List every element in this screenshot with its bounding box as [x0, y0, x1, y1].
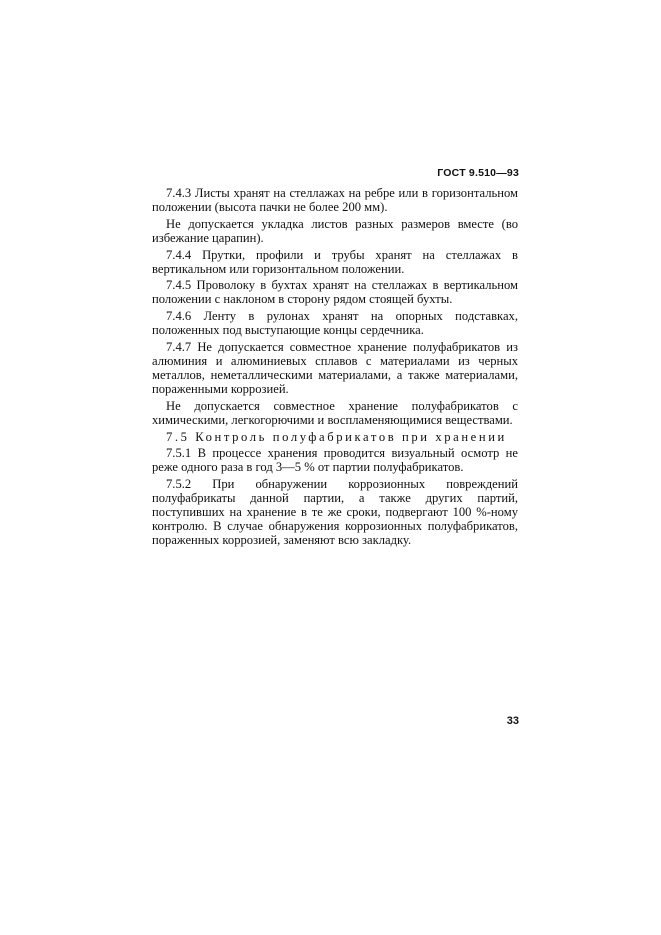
body-text: [152, 187, 518, 551]
paragraph-7-4-3: 7.4.3 Листы хранят на стеллажах на ребре или в горизонтальном положении (высота пачки не более 200 мм).: [152, 186, 518, 214]
paragraph-sheet-size-note: Не допускается укладка листов разных размеров вместе (во избежание царапин).: [152, 216, 518, 245]
paragraph-7-4-4: 7.4.4 Прутки, профили и трубы хранят на стеллажах в вертикальном или горизонтальном положении.: [152, 247, 518, 276]
paragraph-7-4-6: 7.4.6 Ленту в рулонах хранят на опорных подставках, положенных под выступающие концы сердечника.: [152, 309, 518, 338]
paragraph-7-4-5: 7.4.5 Проволоку в бухтах хранят на стеллажах в вертикальном положении с наклоном в сторону рядом стоящей бухты.: [152, 278, 518, 307]
page-number: 33: [506, 715, 519, 727]
section-heading-7-5: 7.5 Контроль полуфабрикатов при хранении: [166, 429, 507, 444]
paragraph-7-5-2: 7.5.2 При обнаружении коррозионных повреждений полуфабрикаты данной партии, а также других партий, поступивших на хранение в те же сроки, подвергают 100 %-ному контролю. В случае обнаружения коррозионных полуфабрикатов, пораженных коррозией, заменяют всю закладку.: [152, 477, 518, 547]
paragraph-7-5-1: 7.5.1 В процессе хранения проводится визуальный осмотр не реже одного раза в год 3—5 % от партии полуфабрикатов.: [152, 446, 518, 475]
standard-code-header: ГОСТ 9.510—93: [437, 167, 519, 179]
paragraph-7-4-7: 7.4.7 Не допускается совместное хранение полуфабрикатов из алюминия и алюминиевых сплавов с материалами из черных металлов, неметаллическими материалами, а также материалами, пораженными коррозией.: [152, 340, 518, 396]
paragraph-chemical-storage-note: Не допускается совместное хранение полуфабрикатов с химическими, легкогорючими и воспламеняющимися веществами.: [152, 398, 518, 427]
